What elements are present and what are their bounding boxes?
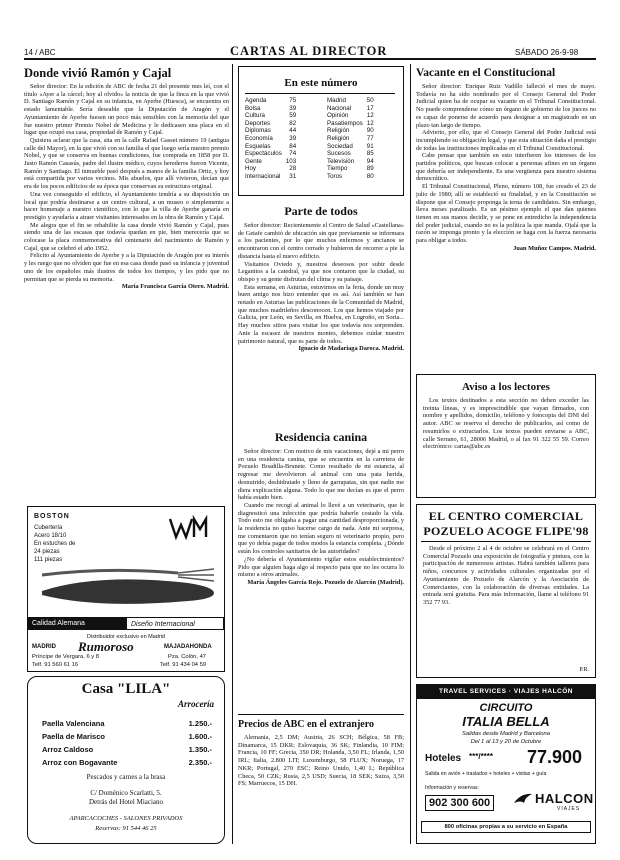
section-title: CARTAS AL DIRECTOR [230,44,388,58]
index-row: Hoy 28 [245,165,297,173]
letter-paragraph: Cabe pensar que también en esto interfieren los intereses de los partidos políticos, que buscan colocar a personas afines en un órgano que debería ser independiente. Es una vergüenza para nuestro sistema democrático. [416,152,596,183]
section-rule [238,714,404,715]
index-title: En este número [284,77,358,89]
halcon-brand-sub: VIAJES [557,806,581,812]
prices-text: Alemania, 2,5 DM; Austria, 26 SCH; Bélgica, 58 FB; Dinamarca, 15 DKR; Eslovaquia, 36 SK; Finlandia, 10 FIM; Francia, 10 FF; Grecia, 350 DR; Holanda, 3,50 FL; Irlanda, 1,50 IRL; Italia, 2.800 LIT; Luxemburgo, 58 FLUX; Noruega, 17 NKR; Portugal, 270 ESC; Reino Unido, 1,40 L; República Checa, 50 CZK; Rusia, 2,5 USD; Suecia, 18 SEK; Suiza, 3,50 FS; Marruecos, 15 DH. [238,734,404,788]
restaurant-name: Casa "LILA" [81,681,171,697]
letter-title: Vacante en el Constitucional [416,67,556,79]
letter-title: Parte de todos [284,204,358,218]
ad-city-left: MADRID [32,644,56,650]
index-row: Religión 77 [327,134,374,142]
letter-signature: María Francisca García Otero. Madrid. [121,283,229,291]
ad-brand: BOSTON [34,513,70,520]
restaurant-reservations: Reservas: 91 544 46 25 [95,825,157,832]
letter-paragraph: Señor director: Con motivo de mis vacaciones, dejé a mi perro en una residencia canina, que se encuentra en la carretera de Pozuelo Boadilla-Brunete. Como resultado de mi estancia, al regresar me devolvieron al animal con una pata herida, desnutrido, deshidratado y lleno de garrapatas, sin que nadie me diera explicación alguna. Todo lo que me decían es que el perro había estado bien. [238,448,404,502]
ad-phone-left: Telf. 91 560 61 16 [32,662,79,668]
halcon-stars: ***/**** [469,752,494,761]
halcon-hotel-label: Hoteles [425,753,462,764]
ad-casa-lila [27,676,225,844]
halcon-phone: 902 300 600 [425,795,494,811]
letter-signature: Ignacio de Madariaga Daroca. Madrid. [298,345,404,353]
index-box [238,66,404,196]
halcon-dates: Del 1 al 13 y 20 de Octubre [470,739,542,745]
letter-paragraph: Señor director: En la edición de ABC de fecha 21 del presente mes leí, con el título «Ayer a la cárcel; hoy al olvido» la noticia de que la finca en la que vivió D. Santiago Ramón y Cajal en su infancia, en Ayerbe (Huesca), se encuentra en estado lamentable. Sería deseable que la Diputación de Aragón y el Ayuntamiento de Ayerbe fuesen un poco más sensibles con la memoria del que fue nuestro primer Premio Nobel de Medicina y le dedicasen una placa en el lugar que ocupó esa casa, propiedad de Ramón y Cajal. [24,83,229,137]
letter-paragraph: Me alegra que el fin se rehabilite la casa donde vivió Ramón y Cajal, pues siendo una de las escasas que todavía quedan en pie, bien merecería que se colocase la placa conmemorativa del centenario del nacimiento de Ramón y Cajal, que se celebró el año 1952. [24,221,229,252]
letter-signature: María Ángeles García Rojo. Pozuelo de Alarcón (Madrid). [247,578,404,586]
letter-paragraph: ¿No debería el Ayuntamiento vigilar estos establecimientos? Pido que alguien haga algo al respecto para que no les ocurra lo mismo a otros animales. [238,555,404,579]
ad-product-lines: Cubertería Acero 18/10 En estuches de 24 piezas 111 piezas [34,525,76,563]
index-row: Pasatiempos 12 [327,119,374,127]
page-date: SÁBADO 26-9-98 [515,48,579,57]
letter-paragraph: Felicito al Ayuntamiento de Ayerbe y a la Diputación de Aragón por su interés y les ruego que no olviden que fue en esa casa donde pasó su infancia y juventud uno de los españoles más ilustres de todos los tiempos, y les pido que no permitan que se pierda su memoria. [24,252,229,283]
ad-address-left: Príncipe de Vergara, 6 y 8 [32,654,100,660]
wmf-logo [168,515,214,543]
halcon-banner: TRAVEL SERVICES · VIAJES HALCÓN [417,685,595,699]
ad-band: Calidad Alemana Diseño Internacional [28,617,224,630]
menu-item: Arroz Caldoso 1.350.- [42,745,212,754]
ad-city-right: MAJADAHONDA [164,644,212,650]
letter-paragraph: Esta semana, en Asturias, estuvimos en la feria, donde un muy buen amigo nos hizo entender que es así. Así también se han notado en Asturias las publicaciones de la Comunidad de Madrid, que muchos madrileños desconocen. Los que hemos viajado por Galicia, por León, en Sevilla, en Huelva, en Logroño, en Soria... Hay muchos sitios para visitar los que todavía nos sorprenden. Ante la escasez de nuestros montes, debemos cuidar nuestro patrimonio natural, que es parte de todos. [238,283,404,345]
fliper-rule [421,541,591,542]
ad-dealer-note: Distribuidor exclusivo en Madrid [87,634,165,640]
menu-item: Arroz con Bogavante 2.350.- [42,758,212,767]
header-rule [24,58,596,60]
index-row: Cultura 59 [245,112,297,120]
ad-wmf [27,506,225,672]
prices-title: Precios de ABC en el extranjero [238,719,374,730]
index-row: Religión 90 [327,127,374,135]
notice-title: Aviso a los lectores [462,381,550,393]
fliper-box [416,504,596,678]
notice-text: Los textos destinados a esta sección no deben exceder las treinta líneas, y es imprescindible que vayan firmados, con nombre y apellidos, domicilio, teléfono y fotocopia del DNI del autor. ABC se reserva el derecho de publicarlos, así como de resumirlos o extractarlos. Los textos pueden enviarse a ABC, calle Serrano, 61, 28006 Madrid, o al fax 91 322 55 59. Correo electrónico: cartas@abc.es [423,397,589,451]
page-number: 14 / ABC [24,48,56,57]
index-row: Sociedad 91 [327,142,374,150]
letter-title: Donde vivió Ramón y Cajal [24,66,172,80]
index-row: Diplomas 44 [245,127,297,135]
column-rule [232,64,233,844]
fliper-text: Desde el próximo 2 al 4 de octubre se celebrará en el Centro Comercial Pozuelo una exposición de fotografía y pintura, con la participación de numerosos artistas. Habrá también talleres para niños, concursos y actividades culturales organizadas por el Ayuntamiento de Pozuelo de Alarcón y la Asociación de Comerciantes, con la colaboración de diversas entidades. La entrada será gratuita. Para más información, llame al teléfono 91 352 77 93. [423,545,589,606]
halcon-bird-icon [513,791,533,809]
fliper-headline-1: EL CENTRO COMERCIAL [428,509,584,523]
index-row: Bolsa 39 [245,104,297,112]
menu-note: Pescados y carnes a la brasa [86,773,166,781]
index-row: Tiempo 89 [327,165,374,173]
index-row: Agenda 75 [245,97,297,104]
halcon-phone-label: Información y reservas: [425,785,479,791]
restaurant-address-note: Detrás del Hotel Miaciano [88,798,164,806]
fliper-headline-2: POZUELO ACOGE FLIPE'98 [423,524,589,538]
fliper-signature: P.R. [579,667,589,673]
restaurant-services: APARCACOCHES - SALONES PRIVADOS [69,815,183,822]
letter-residencia-canina [238,430,404,587]
index-row: Televisión 94 [327,157,374,165]
halcon-price: 77.900 [527,747,583,767]
ad-phone-right: Telf. 91 434 04 59 [160,662,207,668]
letter-paragraph: Una vez conseguido el edificio, el Ayuntamiento tendría a su disposición un local que podría destinarse a un centro cultural, a un museo o simplemente a hacer homenaje a nuestro científico, con lo que la villa de Ayerbe ganaría en prestigio y ayudaría a atraer visitantes interesados en la obra de Ramón y Cajal. [24,190,229,221]
letter-paragraph: Señor director: Recientemente el Centro de Salud «Castellana» de Getafe cambió de ubicación sin que previamente se informara a los pacientes, por lo que muchos enfermos y ancianos se encontraron con el centro cerrado y hubieron de recorrer a pie la distancia hasta el nuevo edificio. [238,222,404,260]
letter-paragraph: Visitamos Oviedo y, nuestros deseosos por subir desde Leganitos a la catedral, ya que nos contaron que la ciudad, su obispo y su gente disfrutan del clima y su paisaje. [238,260,404,283]
menu-list [42,717,212,769]
halcon-brand: HALCON [535,791,594,806]
index-right-list [325,97,376,181]
index-row: Espectáculos 74 [245,150,297,158]
index-rule [245,93,395,94]
halcon-circuit-label: CIRCUITO [479,702,533,714]
letter-paragraph: El Tribunal Constitucional, Pleno, número 108, fue creado el 23 de julio de 1980; allí se estableció su finalidad, y en la Constitución se dispone que el Consejo proponga la terna de candidatos. Sin embargo, lleva meses paralizado. Es un pésimo ejemplo el que dan quienes tienen en sus manos decidir, y se pone en entredicho la independencia del poder judicial, cuando no es la política la que manda. Ojalá que la razón se imponga pronto y la elección se haga con la fuerza necesaria para obligar a todos. [416,183,596,245]
restaurant-type: Arrocería [178,699,214,709]
index-row: Nacional 17 [327,104,374,112]
halcon-destination: ITALIA BELLA [462,714,550,729]
cutlery-icon [38,565,218,613]
index-row: Economía 39 [245,134,297,142]
letter-title: Residencia canina [274,430,368,444]
letter-paragraph: Señor director: Enrique Ruiz Vadillo falleció el mes de mayo. Todavía no ha sido nombrado por el Consejo General del Poder Judicial quien ha de ocupar su vacante en el Tribunal Constitucional. No puede comprenderse cómo un órgano de gobierno de los jueces no es capaz de ponerse de acuerdo para designar a un magistrado en un plazo tan largo de tiempo. [416,83,596,129]
halcon-includes: Salida en avión + traslados + hoteles + visitas + guía [425,771,547,777]
index-left-list [243,97,298,181]
notice-box [416,374,596,498]
letter-paragraph: Advierto, por ello, que el Consejo General del Poder Judicial está incumpliendo su obligación legal, y que esta situación daña el prestigio de todas las instituciones implicadas en el Tribunal Constitucional. [416,129,596,152]
menu-item: Paella de Marisco 1.600.- [42,732,212,741]
index-row: Toros 80 [327,172,374,180]
index-row: Madrid 50 [327,97,374,104]
letter-constitucional [416,66,596,252]
ad-store-name: Rumoroso [78,639,134,654]
menu-item: Paella Valenciana 1.250.- [42,719,212,728]
halcon-departures: Salidas desde Madrid y Barcelona [462,731,550,737]
column-rule [410,64,411,844]
prices-abroad [238,719,404,788]
ad-address-right: Pza. Colón, 47 [168,654,207,660]
index-row: Opinión 12 [327,112,374,120]
index-row: Gente 103 [245,157,297,165]
index-row: Esquelas 84 [245,142,297,150]
index-row: Sucesos 85 [327,150,374,158]
index-row: Internacional 31 [245,172,297,180]
letter-signature: Juan Muñoz Campos. Madrid. [513,244,596,252]
halcon-footer: 800 oficinas propias a su servicio en España [421,821,591,833]
letter-paragraph: Cuando me recogí al animal lo llevé a un veterinario, que le diagnosticó una infección que podría haberle costado la vida. Todo esto me obligaba a pagar una cantidad desproporcionada, y la residencia no quiso hacerse cargo de nada. Ante mi sorpresa, me comentaron que no tenían seguro ni veterinario propio, pero que yo debía pagar de todos modos la estancia completa. ¿Dónde están los controles sanitarios de las autoridades? [238,501,404,556]
index-row: Deportes 82 [245,119,297,127]
letter-parte-de-todos [238,204,404,353]
ad-halcon [416,684,596,844]
restaurant-address: C/ Doménico Scarlatti, 5. [90,789,162,797]
letter-paragraph: Quisiera aclarar que la casa, sita en la calle Rafael Gasset número 19 (antigua calle del Mayor), en la que vivió con su familia el que luego sería nuestro premio Nobel, y que se conserva en buenas condiciones, fue comprada en 1858 por D. Justo Ramón Casasús, padre del ilustre médico, cuyos herederos fueron Vicente, Ramón y Santiago. El inmueble pasó después a manos de la familia Ortiz, y hoy está compartida por varios vecinos. Mis abuelos, que allí vivieron, decían que era de los pocos edificios de su época que conservan su estructura original. [24,136,229,191]
letter-cajal [24,66,229,291]
